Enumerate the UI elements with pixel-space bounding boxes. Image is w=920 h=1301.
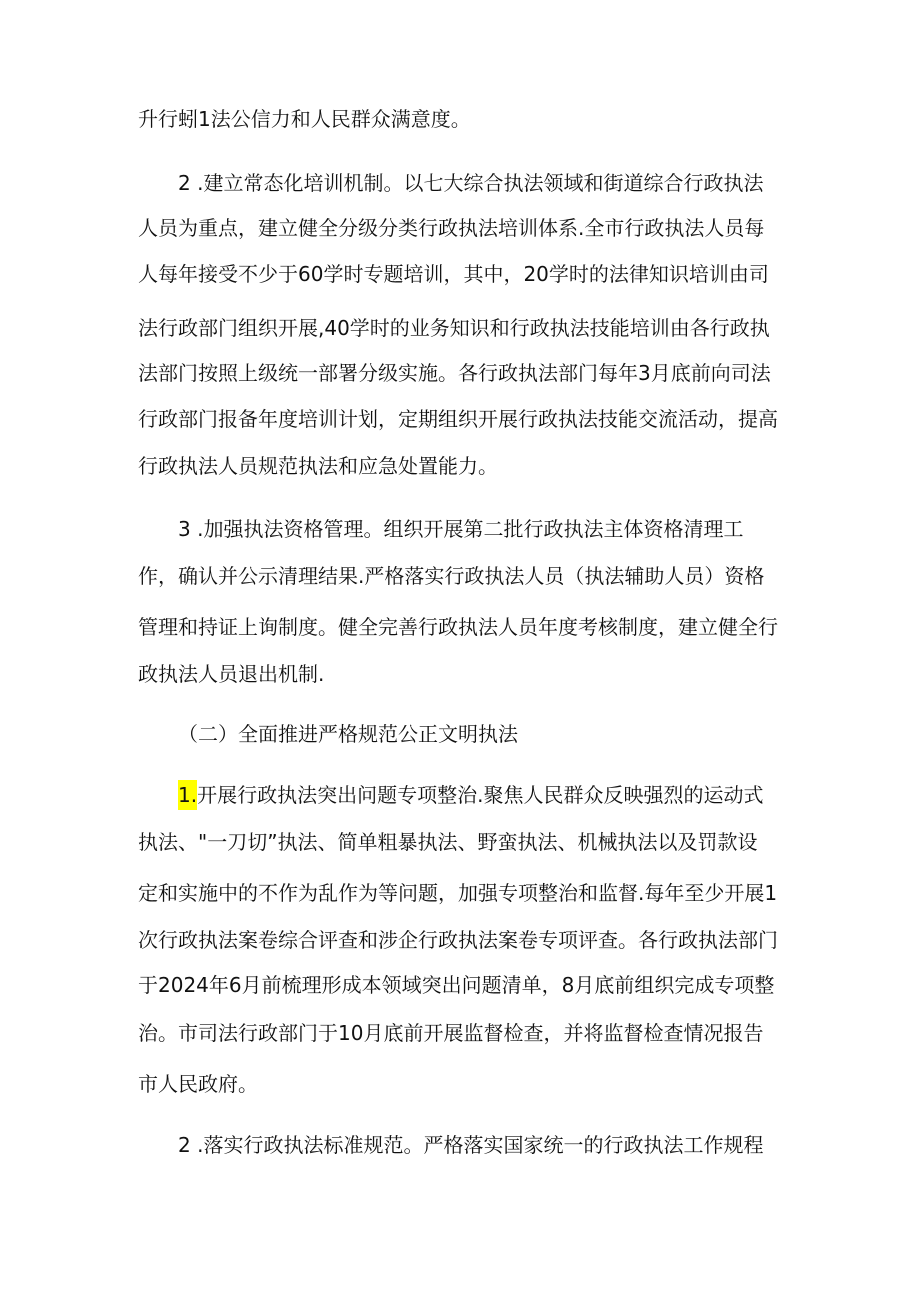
paragraph-section2-1-start (178, 780, 828, 810)
highlighted-number: 1. (178, 780, 197, 810)
text-line: 法行政部门组织开展,40学时的业务知识和行政执法技能培训由各行政执 (138, 316, 770, 340)
paragraph-2-start: 2 .建立常态化培训机制。以七大综合执法领域和街道综合行政执法 (178, 171, 764, 195)
text-line: 管理和持证上询制度。健全完善行政执法人员年度考核制度，建立健全行 (138, 615, 778, 639)
text-span: 开展行政执法突出问题专项整治.聚焦人民群众反映强烈的运动式 (197, 783, 764, 807)
text-line: 市人民政府。 (138, 1072, 258, 1096)
text-line: 行政执法人员规范执法和应急处置能力。 (138, 454, 498, 478)
text-line: 政执法人员退出机制. (138, 662, 325, 686)
text-line: 作，确认并公示清理结果.严格落实行政执法人员（执法辅助人员）资格 (138, 564, 765, 588)
text-line: 人每年接受不少于60学时专题培训，其中，20学时的法律知识培训由司 (138, 262, 769, 286)
text-line: 人员为重点，建立健全分级分类行政执法培训体系.全市行政执法人员每 (138, 216, 765, 240)
text-line: 法部门按照上级统一部署分级实施。各行政执法部门每年3月底前向司法 (138, 361, 771, 385)
paragraph-3-start: 3 .加强执法资格管理。组织开展第二批行政执法主体资格清理工 (178, 517, 744, 541)
text-line: 治。市司法行政部门于10月底前开展监督检查，并将监督检查情况报告 (138, 1021, 764, 1045)
text-line: 升行蚓1法公信力和人民群众满意度。 (138, 107, 471, 131)
text-line: 次行政执法案卷综合评查和涉企行政执法案卷专项评查。各行政执法部门 (138, 928, 778, 952)
text-line: 行政部门报备年度培训计划，定期组织开展行政执法技能交流活动，提高 (138, 407, 778, 431)
text-line: 执法、"一刀切”执法、简单粗暴执法、野蛮执法、机械执法以及罚款设 (138, 830, 758, 854)
section-heading: （二）全面推进严格规范公正文明执法 (178, 722, 518, 746)
paragraph-section2-2-start: 2 .落实行政执法标准规范。严格落实国家统一的行政执法工作规程 (178, 1133, 764, 1157)
text-line: 于2024年6月前梳理形成本领域突出问题清单，8月底前组织完成专项整 (138, 973, 775, 997)
text-line: 定和实施中的不作为乱作为等问题，加强专项整治和监督.每年至少开展1 (138, 881, 778, 905)
